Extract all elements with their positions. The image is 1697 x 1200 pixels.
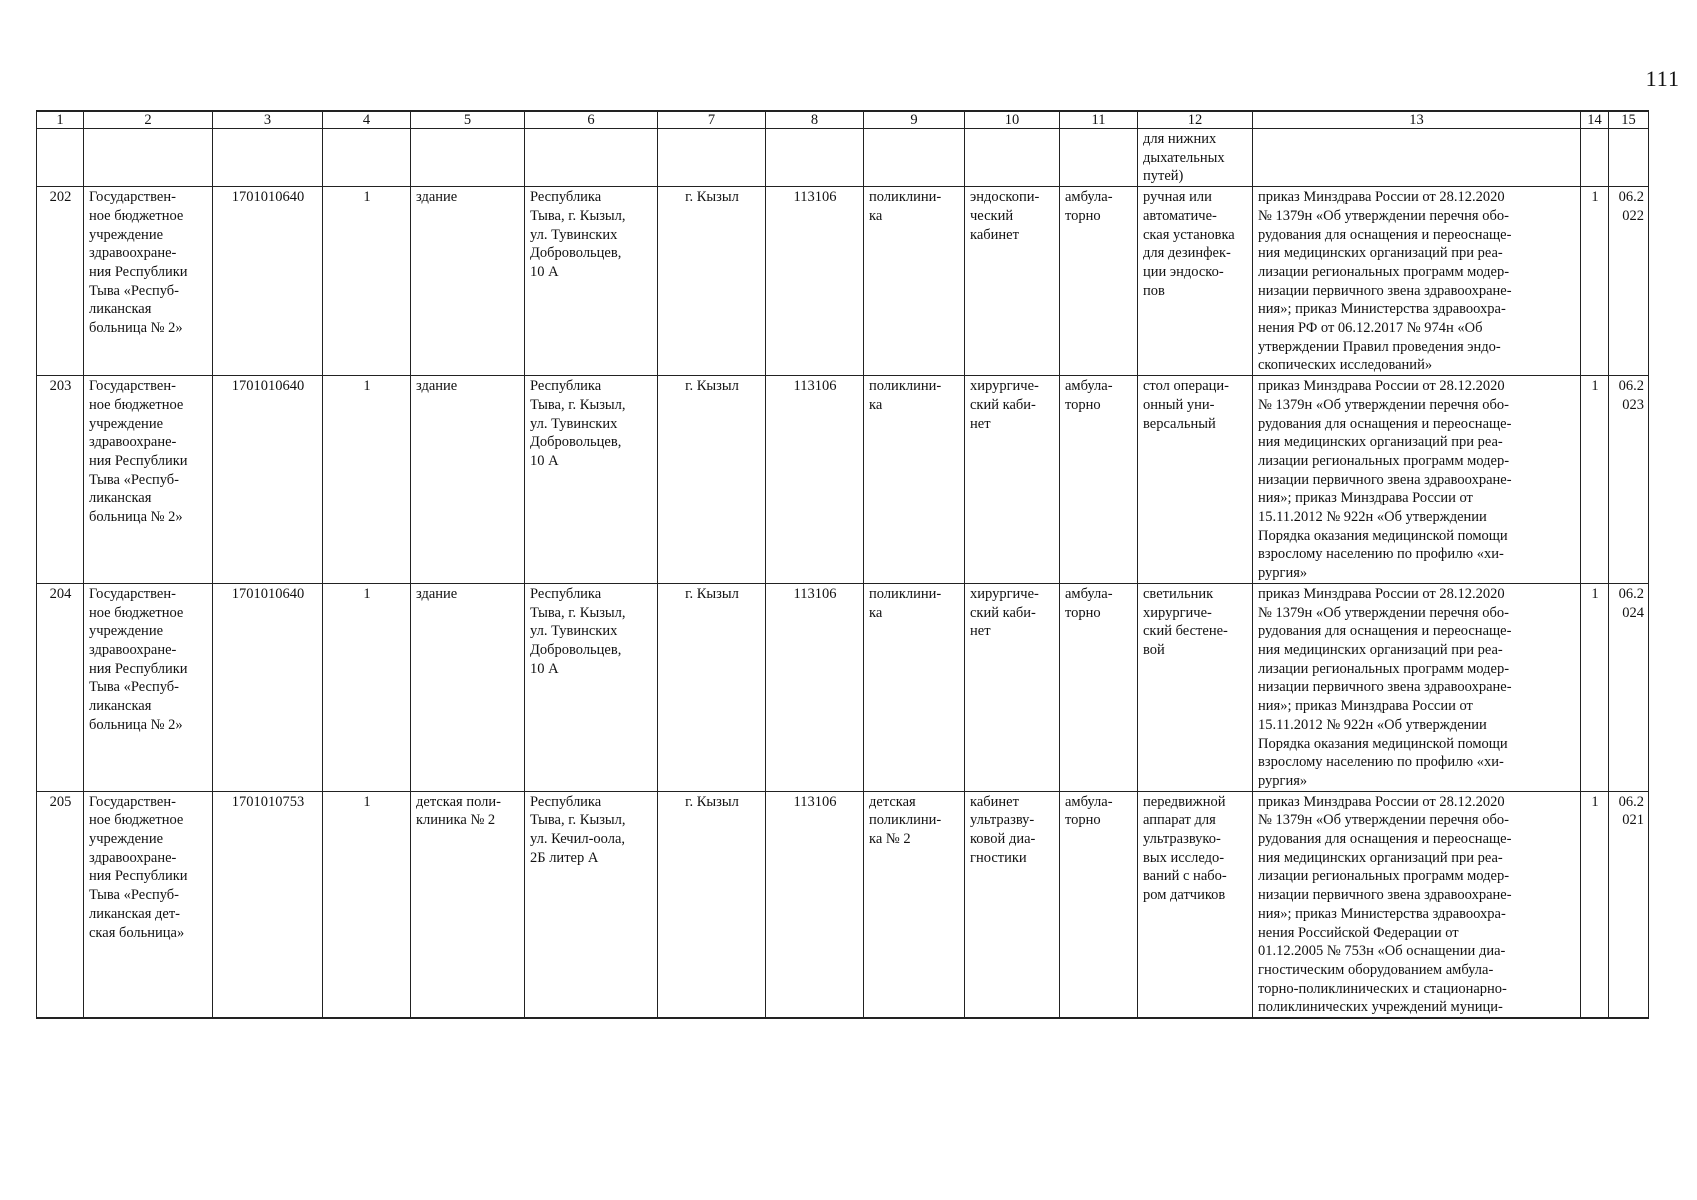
room: эндоскопи- ческий кабинет [965, 187, 1060, 376]
date: 06.2024 [1609, 583, 1649, 791]
column-header: 2 [84, 111, 213, 129]
unit: детская поликлини- ка № 2 [864, 791, 965, 1018]
continued-equipment-cell: для нижних дыхательных путей) [1138, 129, 1253, 187]
oktmo-code: 113106 [766, 791, 864, 1018]
city: г. Кызыл [658, 376, 766, 584]
room: хирургиче- ский каби- нет [965, 583, 1060, 791]
organization-name: Государствен- ное бюджетное учреждение здравоохране- ния Республики Тыва «Респуб- ликанская дет- ская больница» [84, 791, 213, 1018]
column-header: 14 [1581, 111, 1609, 129]
count: 1 [1581, 791, 1609, 1018]
city: г. Кызыл [658, 187, 766, 376]
building: здание [411, 187, 525, 376]
oktmo-code: 113106 [766, 376, 864, 584]
column-header: 3 [213, 111, 323, 129]
address: Республика Тыва, г. Кызыл, ул. Тувинских Добровольцев, 10 А [525, 583, 658, 791]
inn-code: 1701010753 [213, 791, 323, 1018]
table-row [37, 187, 1649, 376]
oktmo-code: 113106 [766, 187, 864, 376]
continuation-row [37, 129, 1649, 187]
column-header: 4 [323, 111, 411, 129]
care-type: амбула- торно [1060, 376, 1138, 584]
row-number: 204 [37, 583, 84, 791]
inn-code: 1701010640 [213, 187, 323, 376]
column-header: 7 [658, 111, 766, 129]
count: 1 [1581, 583, 1609, 791]
page-number: 111 [1645, 66, 1680, 91]
table-cell [411, 129, 525, 187]
column-header: 10 [965, 111, 1060, 129]
legal-basis: приказ Минздрава России от 28.12.2020 № 1379н «Об утверждении перечня обо- рудования для оснащения и переоснаще- ния медицинских организаций при реа- лизации региональных программ модер- низации первичного звена здравоохране- ния»; приказ Министерства здравоохра- нения РФ от 06.12.2017 № 974н «Об утверждении Правил проведения эндо- скопических исследований» [1253, 187, 1581, 376]
organization-name: Государствен- ное бюджетное учреждение здравоохране- ния Республики Тыва «Респуб- ликанская больница № 2» [84, 583, 213, 791]
date: 06.2022 [1609, 187, 1649, 376]
table-cell [84, 129, 213, 187]
room: хирургиче- ский каби- нет [965, 376, 1060, 584]
unit: поликлини- ка [864, 376, 965, 584]
column-header: 8 [766, 111, 864, 129]
care-type: амбула- торно [1060, 187, 1138, 376]
quantity: 1 [323, 187, 411, 376]
table-row [37, 376, 1649, 584]
organization-name: Государствен- ное бюджетное учреждение здравоохране- ния Республики Тыва «Респуб- ликанская больница № 2» [84, 376, 213, 584]
unit: поликлини- ка [864, 187, 965, 376]
equipment: ручная или автоматиче- ская установка для дезинфек- ции эндоско- пов [1138, 187, 1253, 376]
city: г. Кызыл [658, 791, 766, 1018]
building: детская поли- клиника № 2 [411, 791, 525, 1018]
city: г. Кызыл [658, 583, 766, 791]
count: 1 [1581, 187, 1609, 376]
date: 06.2023 [1609, 376, 1649, 584]
address: Республика Тыва, г. Кызыл, ул. Кечил-оола, 2Б литер А [525, 791, 658, 1018]
table-cell [658, 129, 766, 187]
unit: поликлини- ка [864, 583, 965, 791]
equipment-registry-table [36, 110, 1649, 1019]
table-cell [766, 129, 864, 187]
building: здание [411, 376, 525, 584]
column-header: 12 [1138, 111, 1253, 129]
care-type: амбула- торно [1060, 583, 1138, 791]
building: здание [411, 583, 525, 791]
equipment: светильник хирургиче- ский бестене- вой [1138, 583, 1253, 791]
column-header: 1 [37, 111, 84, 129]
table-cell [37, 129, 84, 187]
date: 06.2021 [1609, 791, 1649, 1018]
table-cell [525, 129, 658, 187]
table-row [37, 791, 1649, 1018]
equipment: передвижной аппарат для ультразвуко- вых исследо- ваний с набо- ром датчиков [1138, 791, 1253, 1018]
organization-name: Государствен- ное бюджетное учреждение здравоохране- ния Республики Тыва «Респуб- ликанская больница № 2» [84, 187, 213, 376]
quantity: 1 [323, 583, 411, 791]
column-number-header-row [37, 111, 1649, 129]
quantity: 1 [323, 791, 411, 1018]
inn-code: 1701010640 [213, 376, 323, 584]
column-header: 5 [411, 111, 525, 129]
table-cell [323, 129, 411, 187]
table-cell [1581, 129, 1609, 187]
table-cell [1060, 129, 1138, 187]
address: Республика Тыва, г. Кызыл, ул. Тувинских Добровольцев, 10 А [525, 187, 658, 376]
oktmo-code: 113106 [766, 583, 864, 791]
legal-basis: приказ Минздрава России от 28.12.2020 № 1379н «Об утверждении перечня обо- рудования для оснащения и переоснаще- ния медицинских организаций при реа- лизации региональных программ модер- низации первичного звена здравоохране- ния»; приказ Минздрава России от 15.11.2012 № 922н «Об утверждении Порядка оказания медицинской помощи взрослому населению по профилю «хи- рургия» [1253, 583, 1581, 791]
column-header: 9 [864, 111, 965, 129]
legal-basis: приказ Минздрава России от 28.12.2020 № 1379н «Об утверждении перечня обо- рудования для оснащения и переоснаще- ния медицинских организаций при реа- лизации региональных программ модер- низации первичного звена здравоохране- ния»; приказ Минздрава России от 15.11.2012 № 922н «Об утверждении Порядка оказания медицинской помощи взрослому населению по профилю «хи- рургия» [1253, 376, 1581, 584]
column-header: 11 [1060, 111, 1138, 129]
care-type: амбула- торно [1060, 791, 1138, 1018]
table-cell [864, 129, 965, 187]
table-cell [1609, 129, 1649, 187]
row-number: 205 [37, 791, 84, 1018]
inn-code: 1701010640 [213, 583, 323, 791]
column-header: 15 [1609, 111, 1649, 129]
row-number: 202 [37, 187, 84, 376]
table-cell [1253, 129, 1581, 187]
legal-basis: приказ Минздрава России от 28.12.2020 № 1379н «Об утверждении перечня обо- рудования для оснащения и переоснаще- ния медицинских организаций при реа- лизации региональных программ модер- низации первичного звена здравоохране- ния»; приказ Министерства здравоохра- нения Российской Федерации от 01.12.2005 № 753н «Об оснащении диа- гностическим оборудованием амбула- торно-поликлинических и стационарно- поликлинических учреждений муници- [1253, 791, 1581, 1018]
room: кабинет ультразву- ковой диа- гностики [965, 791, 1060, 1018]
quantity: 1 [323, 376, 411, 584]
column-header: 13 [1253, 111, 1581, 129]
address: Республика Тыва, г. Кызыл, ул. Тувинских Добровольцев, 10 А [525, 376, 658, 584]
count: 1 [1581, 376, 1609, 584]
table-cell [965, 129, 1060, 187]
table-cell [213, 129, 323, 187]
column-header: 6 [525, 111, 658, 129]
equipment: стол операци- онный уни- версальный [1138, 376, 1253, 584]
table-row [37, 583, 1649, 791]
row-number: 203 [37, 376, 84, 584]
